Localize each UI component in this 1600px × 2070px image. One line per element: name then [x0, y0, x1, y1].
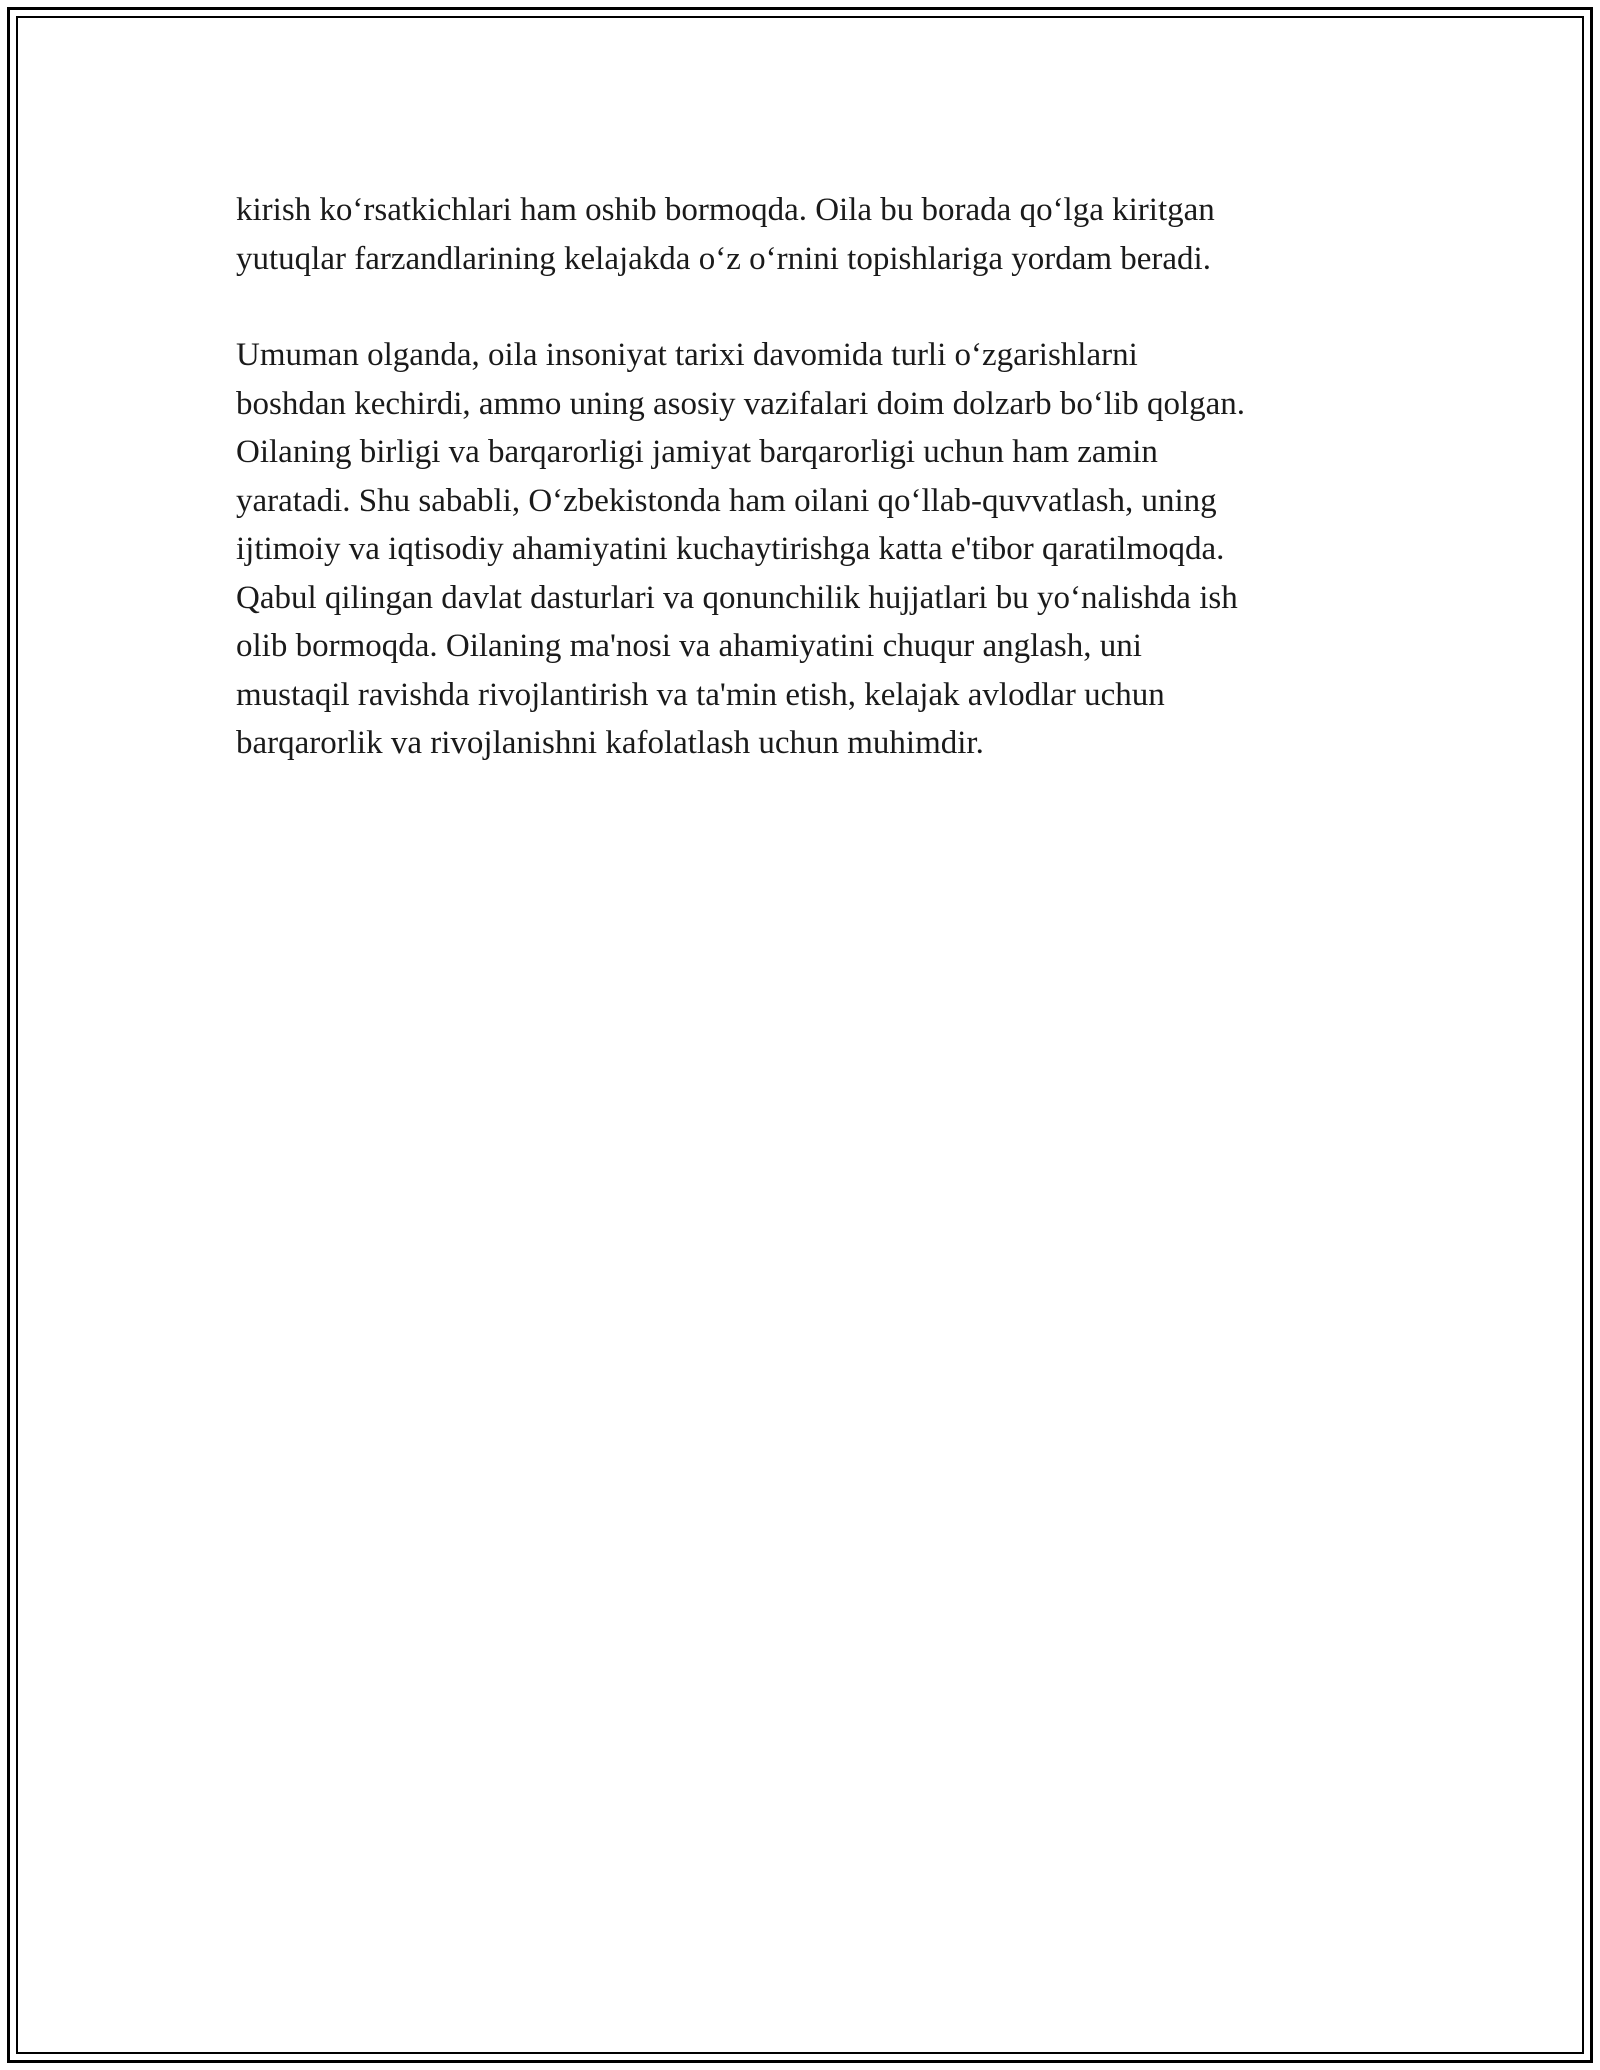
paragraph-line: mustaqil ravishda rivojlantirish va ta'min etish, kelajak avlodlar uchun: [236, 676, 1165, 713]
paragraph-line: barqarorlik va rivojlanishni kafolatlash uchun muhimdir.: [236, 725, 984, 761]
paragraph-line: Umuman olganda, oila insoniyat tarixi davomida turli o‘zgarishlarni: [236, 337, 1138, 373]
paragraph-line: yaratadi. Shu sababli, O‘zbekistonda ham oilani qo‘llab-quvvatlash, uning: [236, 482, 1217, 519]
paragraph-line: ijtimoiy va iqtisodiy ahamiyatini kuchaytirishga katta e'tibor qaratilmoqda.: [236, 531, 1225, 567]
paragraph-2: [236, 331, 1366, 768]
paragraph-line: yutuqlar farzandlarining kelajakda o‘z o‘rnini topishlariga yordam beradi.: [236, 240, 1211, 277]
paragraph-line: kirish ko‘rsatkichlari ham oshib bormoqda. Oila bu borada qo‘lga kiritgan: [236, 192, 1215, 228]
paragraph-line: Oilaning birligi va barqarorligi jamiyat barqarorligi uchun ham zamin: [236, 434, 1158, 470]
paragraph-1: [236, 186, 1366, 283]
paragraph-line: boshdan kechirdi, ammo uning asosiy vazifalari doim dolzarb bo‘lib qolgan.: [236, 385, 1246, 422]
paragraph-line: Qabul qilingan davlat dasturlari va qonunchilik hujjatlari bu yo‘nalishda ish: [236, 579, 1238, 616]
document-body: [236, 186, 1366, 768]
paragraph-line: olib bormoqda. Oilaning ma'nosi va ahamiyatini chuqur anglash, uni: [236, 628, 1142, 664]
